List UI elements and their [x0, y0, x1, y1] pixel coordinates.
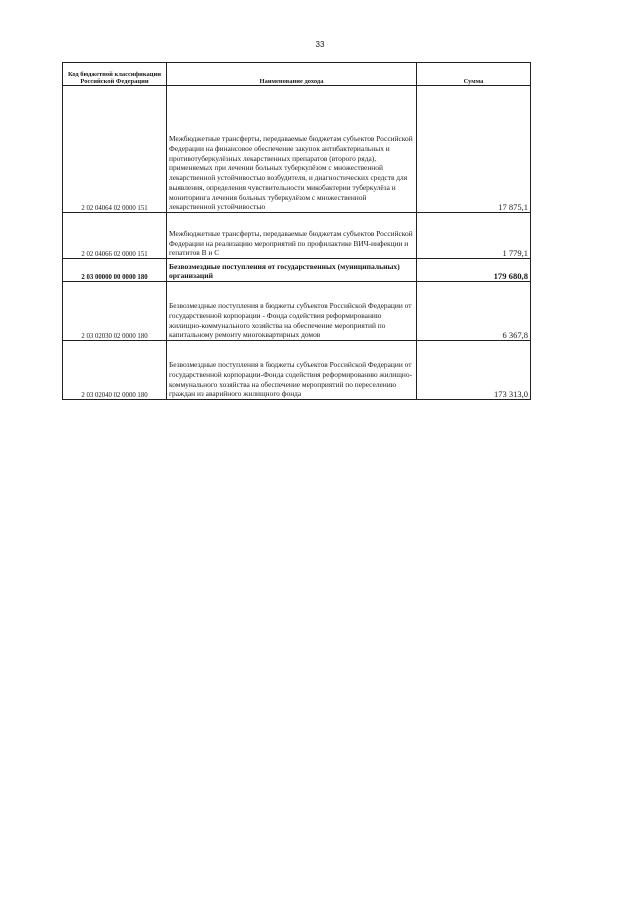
revenue-table [62, 62, 531, 400]
row-sum: 173 313,0 [417, 341, 531, 400]
row-name: Межбюджетные трансферты, передаваемые бюджетам субъектов Российской Федерации на реализацию мероприятий по профилактике ВИЧ-инфекции и гепатитов В и С [167, 213, 417, 259]
row-name: Межбюджетные трансферты, передаваемые бюджетам субъектов Российской Федерации на финансовое обеспечение закупок антибактериальных и противотуберкулёзных лекарственных препаратов (второго ряда), применяемых при лечении больных туберкулёзом с множественной лекарственной устойчивостью возбудителя, и диагностических средств для выявления, определения чувствительности микобактерии туберкулёза и мониторинга лечения больных туберкулёзом с множественной лекарственной устойчивостью [167, 86, 417, 213]
table-row [63, 341, 531, 400]
row-sum: 17 875,1 [417, 86, 531, 213]
row-name: Безвозмездные поступления в бюджеты субъектов Российской Федерации от государственной корпорации - Фонда содействия реформированию жилищно-коммунального хозяйства на обеспечение мероприятий по капитальному ремонту многоквартирных домов [167, 282, 417, 341]
header-sum: Сумма [417, 63, 531, 86]
table-row-subtotal [63, 259, 531, 282]
row-sum: 1 779,1 [417, 213, 531, 259]
row-sum: 6 367,8 [417, 282, 531, 341]
row-sum: 179 680,8 [417, 259, 531, 282]
table-row [63, 213, 531, 259]
row-code: 2 02 04064 02 0000 151 [63, 86, 167, 213]
row-code: 2 03 02040 02 0000 180 [63, 341, 167, 400]
row-code: 2 03 02030 02 0000 180 [63, 282, 167, 341]
row-name: Безвозмездные поступления от государственных (муниципальных) организаций [167, 259, 417, 282]
table-row [63, 86, 531, 213]
row-code: 2 02 04066 02 0000 151 [63, 213, 167, 259]
header-name: Наименование дохода [167, 63, 417, 86]
header-code: Код бюджетной классификации Российской Федерации [63, 63, 167, 86]
table-header-row [63, 63, 531, 86]
row-name: Безвозмездные поступления в бюджеты субъектов Российской Федерации от государственной корпорации-Фонда содействия реформированию жилищно-коммунального хозяйства на обеспечение мероприятий по переселению граждан из аварийного жилищного фонда [167, 341, 417, 400]
row-code: 2 03 00000 00 0000 180 [63, 259, 167, 282]
table-row [63, 282, 531, 341]
page-number: 33 [315, 40, 325, 49]
